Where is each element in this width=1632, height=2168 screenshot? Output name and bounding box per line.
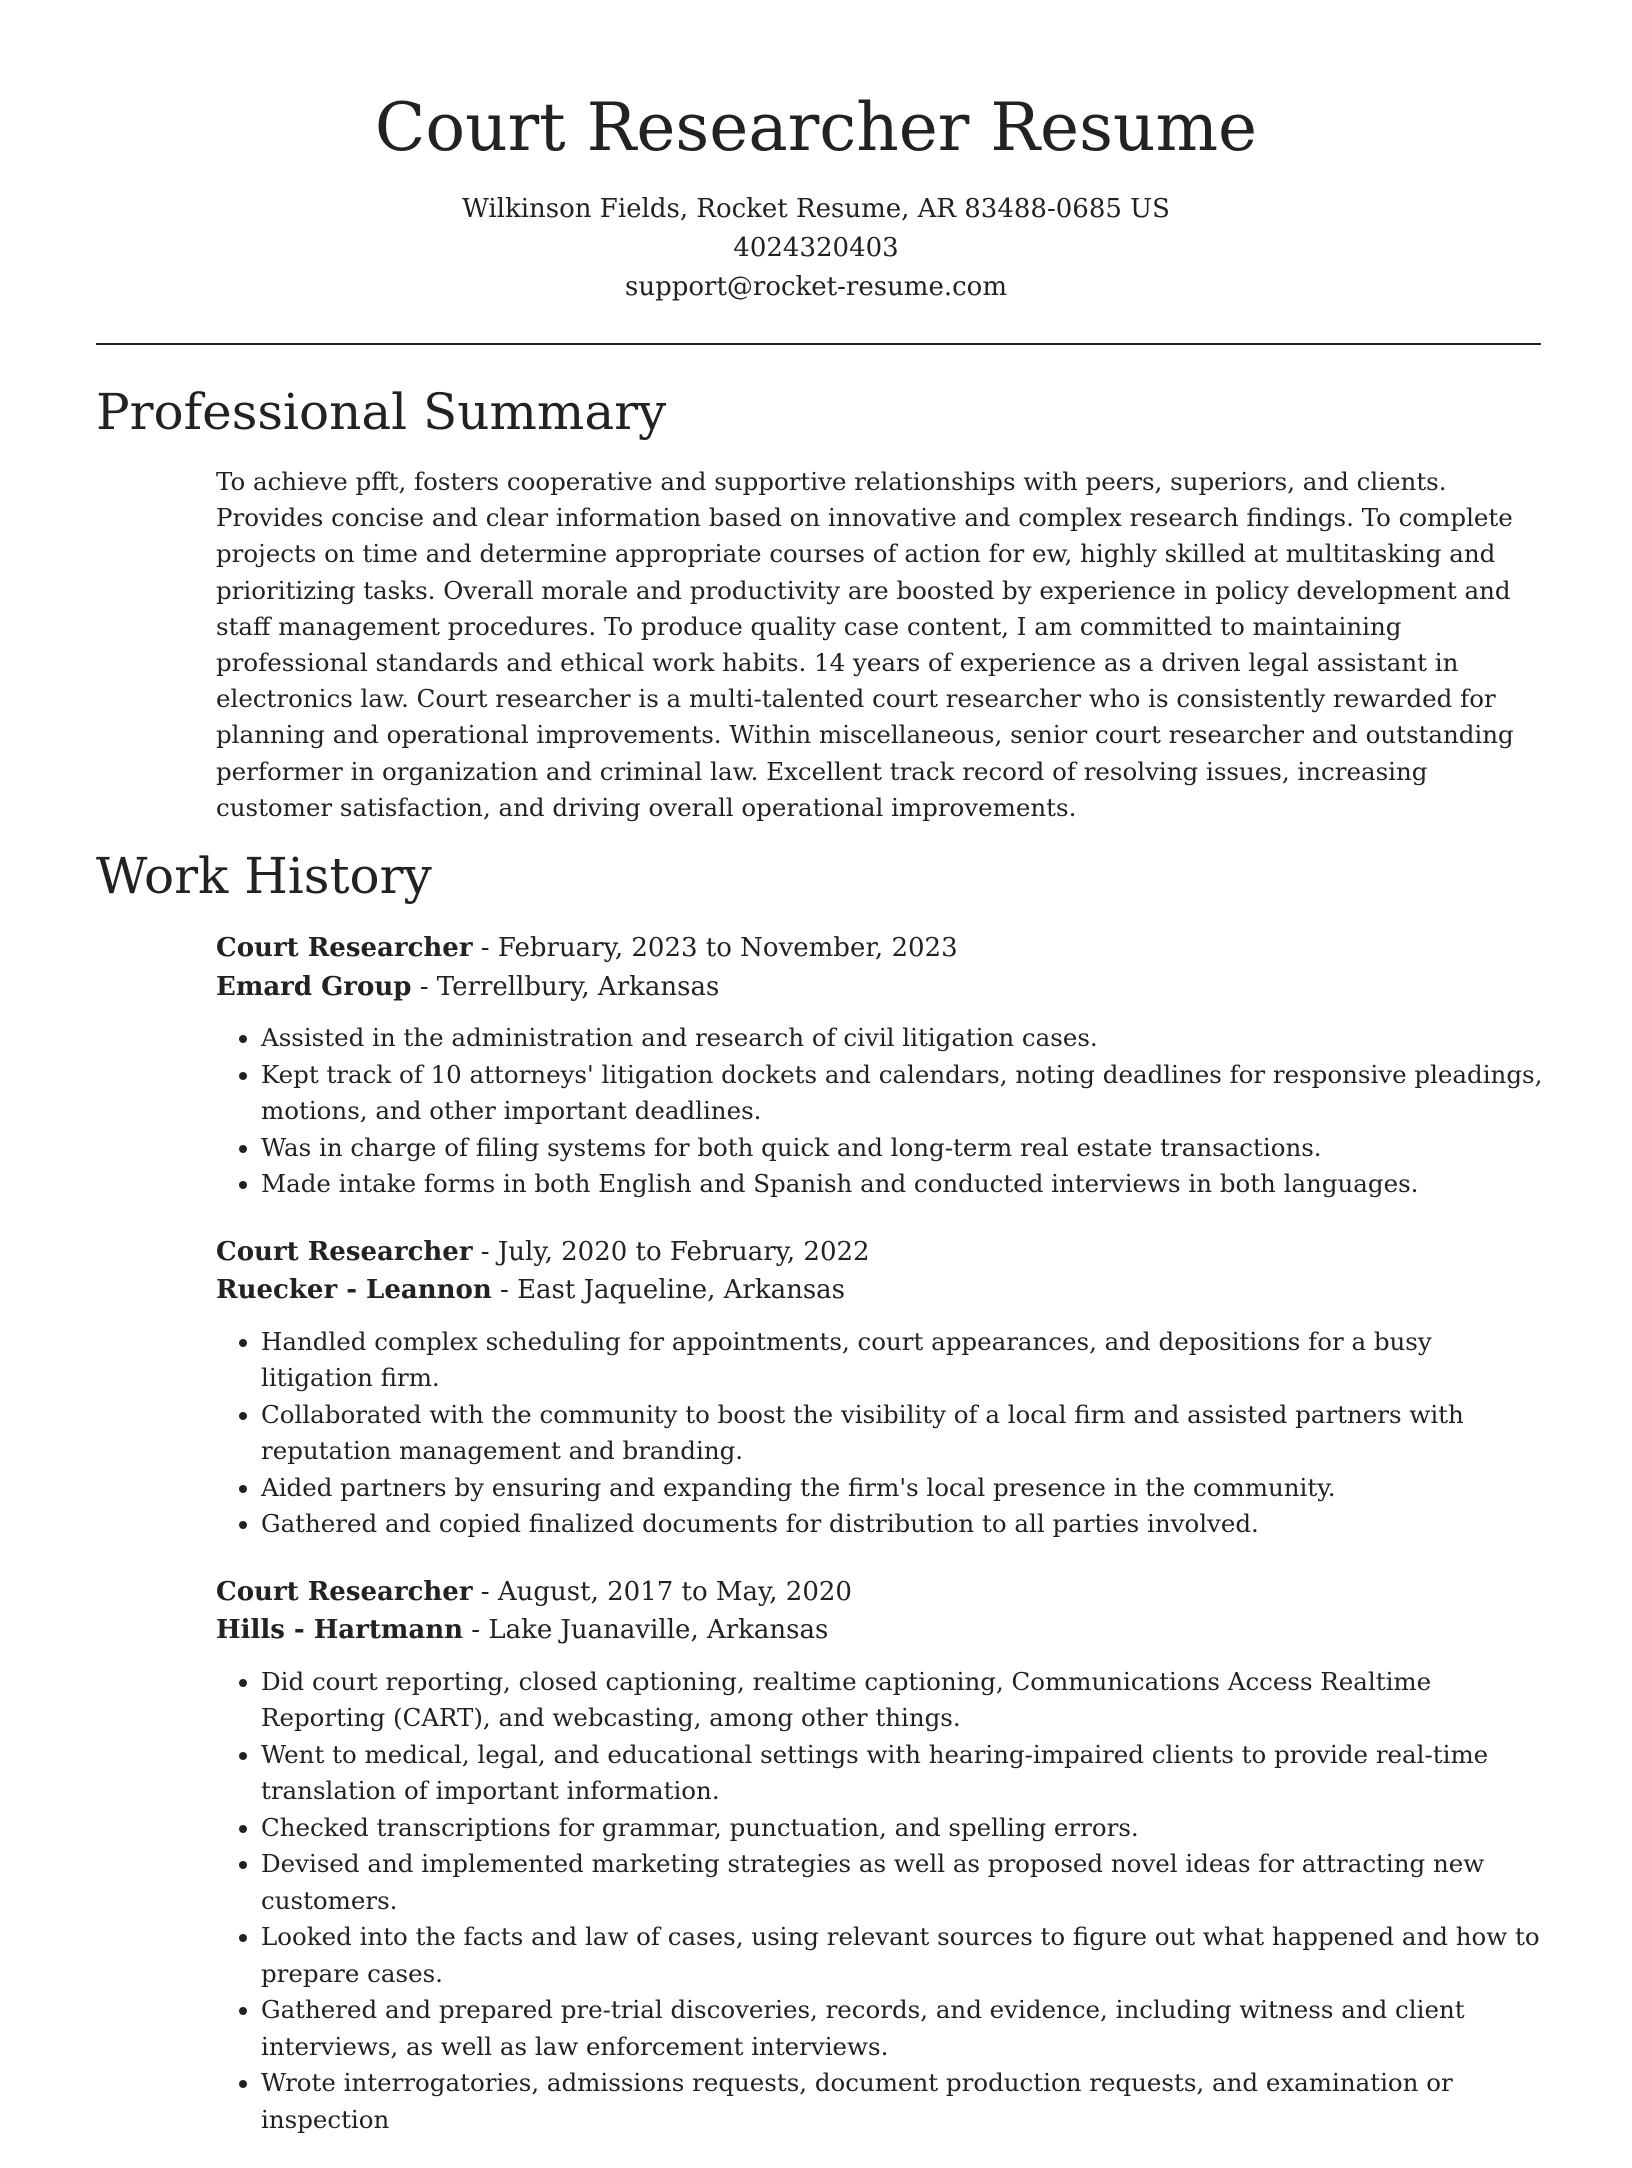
job-title-line bbox=[216, 1573, 1546, 1612]
list-item: • Wrote interrogatories, admissions requests, document production requests, and examination or inspection bbox=[261, 2065, 1546, 2138]
job-bullets bbox=[216, 1020, 1546, 1203]
list-item: • Went to medical, legal, and educational settings with hearing-impaired clients to provide real-time translation of important information. bbox=[261, 1737, 1546, 1810]
job-entry bbox=[216, 1573, 1546, 2139]
list-item: • Collaborated with the community to boost the visibility of a local firm and assisted partners with reputation management and branding. bbox=[261, 1397, 1546, 1470]
job-location: - Terrellbury, Arkansas bbox=[411, 971, 720, 1002]
list-item: • Gathered and copied finalized documents for distribution to all parties involved. bbox=[261, 1506, 1546, 1543]
summary-text: To achieve pfft, fosters cooperative and supportive relationships with peers, superiors, and clients. Provides concise and clear information based on innovative and complex research findings. To complete projects on time and determine appropriate courses of action for ew, highly skilled at multitasking and prioritizing tasks. Overall morale and productivity are boosted by experience in policy development and staff management procedures. To produce quality case content, I am committed to maintaining professional standards and ethical work habits. 14 years of experience as a driven legal assistant in electronics law. Court researcher is a multi-talented court researcher who is consistently rewarded for planning and operational improvements. Within miscellaneous, senior court researcher and outstanding performer in organization and criminal law. Excellent track record of resolving issues, increasing customer satisfaction, and driving overall operational improvements. bbox=[216, 467, 1514, 822]
list-item: • Checked transcriptions for grammar, punctuation, and spelling errors. bbox=[261, 1810, 1546, 1847]
header-divider bbox=[96, 343, 1541, 345]
job-dates: - July, 2020 to February, 2022 bbox=[472, 1236, 870, 1267]
job-company: Emard Group bbox=[216, 971, 412, 1002]
job-dates: - August, 2017 to May, 2020 bbox=[472, 1576, 852, 1607]
job-bullets bbox=[216, 1664, 1546, 2139]
job-entry bbox=[216, 1233, 1546, 1543]
job-title-line bbox=[216, 929, 1546, 968]
job-entry bbox=[216, 929, 1546, 1203]
job-title: Court Researcher bbox=[216, 1236, 473, 1267]
job-location: - East Jaqueline, Arkansas bbox=[491, 1275, 845, 1305]
job-company-line bbox=[216, 1271, 1546, 1310]
list-item: • Made intake forms in both English and Spanish and conducted interviews in both languages. bbox=[261, 1166, 1546, 1203]
work-history-list bbox=[216, 929, 1546, 2168]
job-title: Court Researcher bbox=[216, 933, 473, 963]
job-bullets bbox=[216, 1324, 1546, 1543]
work-history-heading: Work History bbox=[96, 847, 432, 905]
job-title: Court Researcher bbox=[216, 1576, 473, 1607]
list-item: • Handled complex scheduling for appointments, court appearances, and depositions for a busy litigation firm. bbox=[261, 1324, 1546, 1397]
contact-phone: 4024320403 bbox=[733, 233, 899, 263]
job-title-line bbox=[216, 1233, 1546, 1272]
contact-email: support@rocket-resume.com bbox=[624, 272, 1007, 302]
summary-heading: Professional Summary bbox=[96, 383, 667, 441]
job-company-line bbox=[216, 968, 1546, 1007]
list-item: • Did court reporting, closed captioning, realtime captioning, Communications Access Realtime Reporting (CART), and webcasting, among other things. bbox=[261, 1664, 1546, 1737]
job-company-line bbox=[216, 1611, 1546, 1650]
list-item: • Gathered and prepared pre-trial discoveries, records, and evidence, including witness and client interviews, as well as law enforcement interviews. bbox=[261, 1992, 1546, 2065]
list-item: • Looked into the facts and law of cases, using relevant sources to figure out what happened and how to prepare cases. bbox=[261, 1919, 1546, 1992]
contact-info bbox=[0, 190, 1632, 307]
list-item: • Kept track of 10 attorneys' litigation dockets and calendars, noting deadlines for responsive pleadings, motions, and other important deadlines. bbox=[261, 1057, 1546, 1130]
list-item: • Assisted in the administration and research of civil litigation cases. bbox=[261, 1020, 1546, 1057]
list-item: • Aided partners by ensuring and expanding the firm's local presence in the community. bbox=[261, 1470, 1546, 1507]
contact-address: Wilkinson Fields, Rocket Resume, AR 83488-0685 US bbox=[462, 194, 1170, 224]
resume-title: Court Researcher Resume bbox=[374, 89, 1258, 166]
job-location: - Lake Juanaville, Arkansas bbox=[463, 1615, 829, 1645]
list-item: • Was in charge of filing systems for both quick and long-term real estate transactions. bbox=[261, 1130, 1546, 1167]
job-dates: - February, 2023 to November, 2023 bbox=[472, 933, 958, 963]
list-item: • Devised and implemented marketing strategies as well as proposed novel ideas for attracting new customers. bbox=[261, 1846, 1546, 1919]
resume-header bbox=[0, 0, 1632, 307]
job-company: Hills - Hartmann bbox=[216, 1615, 464, 1645]
job-company: Ruecker - Leannon bbox=[216, 1275, 492, 1305]
